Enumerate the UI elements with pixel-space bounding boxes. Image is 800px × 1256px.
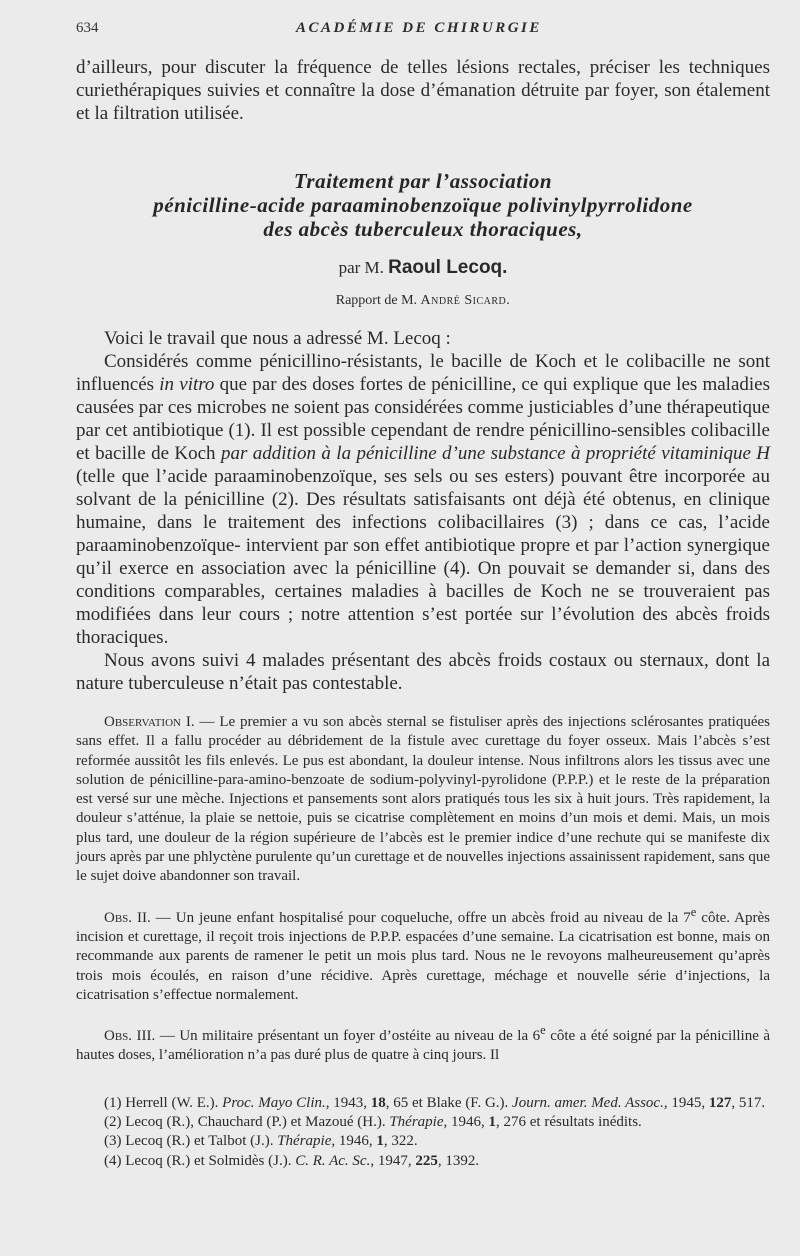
observation-text: — Un militaire présentant un foyer d’ostéite au niveau de la 6 bbox=[159, 1028, 541, 1045]
footnote-journal: Journ. amer. Med. Assoc. bbox=[512, 1094, 664, 1111]
footnote-text: (2) Lecoq (R.), Chauchard (P.) et Mazoué (H.). bbox=[104, 1114, 386, 1131]
byline bbox=[76, 257, 770, 279]
footnote-journal: Proc. Mayo Clin. bbox=[222, 1094, 326, 1111]
article-body bbox=[76, 327, 770, 695]
footnote-text: , 322. bbox=[383, 1133, 418, 1150]
article-title bbox=[76, 169, 770, 241]
footnote-text: , 65 et Blake (F. G.). bbox=[385, 1094, 509, 1111]
footnote-3 bbox=[76, 1132, 770, 1151]
observation-text: — Le premier a vu son abcès sternal se fistuliser après des injections sclérosantes pratiquées sans effet. Il a fallu procéder au débridement de la fistule avec curettage du foyer osseux. Mais l’abcès s’est reformée aussitôt les fils enlevés. Le pus est abondant, la douleur intense. Nous infiltrons alors les tissus avec une solution de pénicilline-para-amino-benzoate de sodium-polyvinyl-pyrolidone (P.P.P.) et le reste de la préparation est versé sur une mèche. Injections et pansements sont alors pratiqués tous les six à huit jours. Très rapidement, la douleur s’atténue, la plaie se nettoie, puis se cicatrise complètement en moins d’un mois et demi. Mais, un mois plus tard, une douleur de la région supérieure de l’abcès est le premier indice d’une rechute qui se manifeste dix jours après par une phlyctène purulente qu’un curettage et de nouvelles injections assainissent rapidement, sans que le sujet doive abandonner son travail. bbox=[76, 714, 770, 885]
footnote-text: , 1392. bbox=[437, 1152, 480, 1169]
footnote-volume: 18 bbox=[370, 1094, 386, 1111]
observation-text: — Un jeune enfant hospitalisé pour coqueluche, offre un abcès froid au niveau de la 7 bbox=[155, 909, 691, 926]
footnote-volume: 1 bbox=[376, 1133, 384, 1150]
footnote-text: , 517. bbox=[731, 1094, 766, 1111]
footnote-text: , 1943, bbox=[325, 1094, 367, 1111]
observation-lead: Obs. III. bbox=[104, 1028, 156, 1045]
paragraph-2-text: Considérés comme pénicillino-résistants, le bacille de Koch et le colibacille ne sont influencés bbox=[76, 351, 770, 395]
footnote-volume: 1 bbox=[488, 1114, 496, 1131]
intro-paragraph: d’ailleurs, pour discuter la fréquence de telles lésions rectales, préciser les techniques curiethérapiques suivies et connaître la dose d’émanation détruite par foyer, son étalement et la filtration utilisée. bbox=[76, 57, 770, 124]
paragraph-2-italic: in vitro bbox=[159, 374, 215, 395]
footnote-volume: 225 bbox=[415, 1152, 438, 1169]
observation-2 bbox=[76, 903, 770, 1005]
paragraph-1: Voici le travail que nous a adressé M. Lecoq : bbox=[104, 328, 451, 349]
observation-text: côte a été soigné par la pénicilline à hautes doses, l’amélioration n’a pas duré plus de quatre à cinq jours. Il bbox=[76, 1028, 771, 1064]
paragraph-3: Nous avons suivi 4 malades présentant des abcès froids costaux ou sternaux, dont la nature tuberculeuse n’était pas contestable. bbox=[76, 650, 770, 694]
footnote-journal: Thérapie bbox=[277, 1133, 332, 1150]
superscript: e bbox=[540, 1023, 546, 1038]
observation-1 bbox=[76, 713, 770, 887]
footnote-text: , 1946, bbox=[331, 1133, 373, 1150]
journal-title: ACADÉMIE DE CHIRURGIE bbox=[296, 20, 542, 36]
footnote-journal: C. R. Ac. Sc. bbox=[295, 1152, 371, 1169]
footnote-4 bbox=[76, 1152, 770, 1171]
observation-lead: Observation I. bbox=[104, 714, 195, 730]
footnote-text: , 1946, bbox=[443, 1114, 485, 1131]
footnote-text: , 276 et résultats inédits. bbox=[496, 1114, 642, 1131]
observation-3 bbox=[76, 1021, 770, 1066]
paragraph-2 bbox=[76, 350, 770, 649]
report-line bbox=[76, 293, 770, 309]
report-prefix: Rapport de M. bbox=[335, 293, 418, 308]
observation-text: côte. Après incision et curettage, il reçoit trois injections de P.P.P. espacées d’une semaine. La cicatrisation est bonne, mais on recommande aux parents de ramener le petit un mois plus tard. Nous ne le revoyons malheureusement qu’après trois mois écoulés, en raison d’une récidive. Après curettage, méchage et nouvelle série d’injections, la cicatrisation s’effectue normalement. bbox=[76, 909, 771, 1003]
footnotes bbox=[76, 1094, 770, 1171]
running-head bbox=[76, 20, 770, 48]
footnote-text: , 1947, bbox=[370, 1152, 412, 1169]
paragraph-2-text: que par des doses fortes de pénicilline, ce qui explique que les maladies causées par ces microbes ne soient pas considérées comme justiciables d’une thérapeutique par cet antibiotique (1). Il est possible cependant de rendre pénicillino-sensibles colibacille et bacille de Koch bbox=[76, 374, 770, 464]
footnote-1 bbox=[76, 1094, 770, 1113]
footnote-text: (3) Lecoq (R.) et Talbot (J.). bbox=[104, 1133, 274, 1150]
footnote-text: , 1945, bbox=[663, 1094, 706, 1111]
title-line: des abcès tuberculeux thoraciques, bbox=[263, 217, 583, 241]
title-line: Traitement par l’association bbox=[293, 169, 553, 193]
reporter-name: André Sicard. bbox=[420, 293, 511, 308]
author-name: Raoul Lecoq. bbox=[388, 257, 508, 278]
page-number: 634 bbox=[76, 20, 99, 36]
footnote-volume: 127 bbox=[708, 1094, 732, 1111]
footnote-2 bbox=[76, 1113, 770, 1132]
paragraph-2-italic: par addition à la pénicilline d’une substance à propriété vitaminique H bbox=[220, 443, 771, 464]
footnote-text: (4) Lecoq (R.) et Solmidès (J.). bbox=[104, 1152, 292, 1169]
byline-prefix: par M. bbox=[338, 258, 384, 277]
superscript: e bbox=[690, 904, 697, 919]
title-line: pénicilline-acide paraaminobenzoïque polivinylpyrrolidone bbox=[153, 193, 693, 217]
footnote-journal: Thérapie bbox=[389, 1114, 444, 1131]
footnote-text: (1) Herrell (W. E.). bbox=[104, 1094, 219, 1111]
paragraph-2-text: (telle que l’acide paraaminobenzoïque, ses sels ou ses esters) pouvant être incorporée au solvant de la pénicilline (2). Des résultats satisfaisants ont déjà été obtenus, en clinique humaine, dans le traitement des infections colibacillaires (3) ; dans ce cas, l’acide paraaminobenzoïque- intervient par son effet antibiotique propre et par l’action synergique qu’il exerce en association avec la pénicilline (4). On pouvait se demander si, dans des conditions comparables, certaines maladies à bacilles de Koch ne se trouveraient pas modifiées dans leur cours ; notre attention s’est portée sur l’évolution des abcès froids thoraciques. bbox=[76, 466, 770, 648]
observation-lead: Obs. II. bbox=[104, 909, 151, 926]
